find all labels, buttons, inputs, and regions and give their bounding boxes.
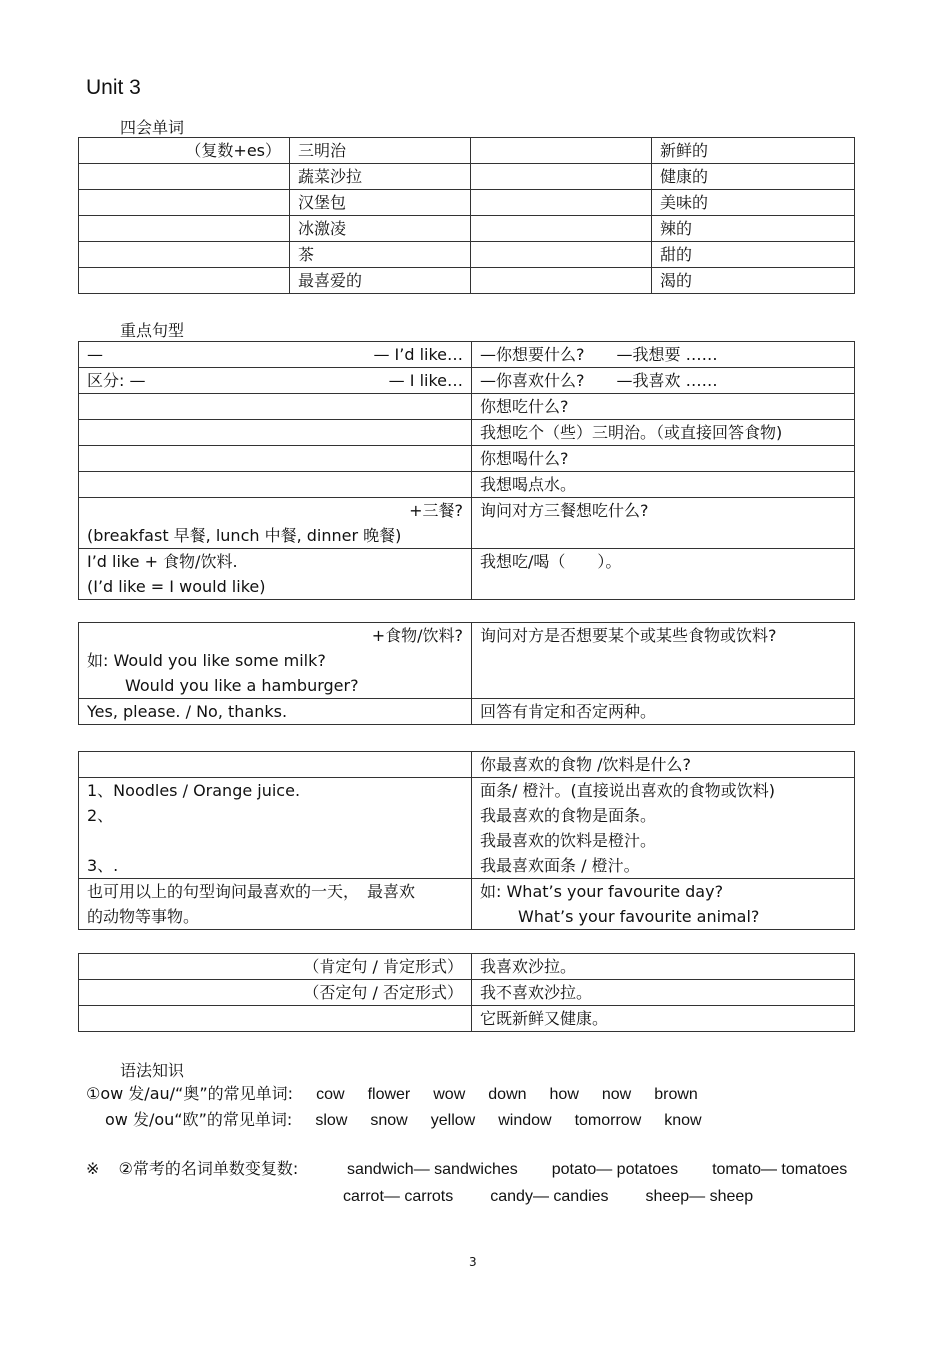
plural-pair: candy— candies — [490, 1188, 609, 1205]
table-cell — [79, 268, 290, 294]
table-cell: —你想要什么? —我想要 …… — [472, 342, 855, 368]
grammar-line-2 — [105, 1108, 702, 1132]
table-cell — [79, 623, 472, 699]
table-cell: 我想喝点水。 — [472, 472, 855, 498]
table-cell: 我不喜欢沙拉。 — [472, 980, 855, 1006]
table-cell: 辣的 — [652, 216, 855, 242]
vocab-word: yellow — [430, 1112, 476, 1129]
table-row — [79, 778, 855, 879]
table-row — [79, 446, 855, 472]
table-cell — [79, 446, 472, 472]
table-cell: （肯定句 / 肯定形式） — [79, 954, 472, 980]
answer-3: 3、. — [87, 856, 119, 875]
vocab-word: slow — [315, 1112, 348, 1129]
vocab-word: now — [601, 1086, 632, 1103]
grammar-heading: 语法知识 — [120, 1061, 185, 1080]
grammar-label-3: ②常考的名词单数变复数: — [118, 1159, 299, 1178]
table-row — [79, 498, 855, 549]
plural-pair: sheep— sheep — [645, 1188, 754, 1205]
vocab-table — [78, 137, 855, 294]
vocab-word: cow — [316, 1086, 345, 1103]
table-row — [79, 472, 855, 498]
table-row — [79, 242, 855, 268]
vocab-word: how — [549, 1086, 579, 1103]
table-cell — [79, 472, 472, 498]
vocab-word: know — [664, 1112, 702, 1129]
note-line-1: 也可用以上的句型询问最喜欢的一天， 最喜欢 — [87, 882, 416, 901]
table-cell — [79, 190, 290, 216]
plural-pair: tomato— tomatoes — [712, 1161, 848, 1178]
table-cell — [79, 342, 472, 368]
sentence-table-2 — [78, 622, 855, 725]
table-cell: 美味的 — [652, 190, 855, 216]
table-cell — [472, 778, 855, 879]
table-cell: 健康的 — [652, 164, 855, 190]
table-cell: 你想喝什么? — [472, 446, 855, 472]
table-cell: 回答有肯定和否定两种。 — [472, 699, 855, 725]
table-cell: 渴的 — [652, 268, 855, 294]
plural-pair: sandwich— sandwiches — [347, 1161, 518, 1178]
table-cell — [471, 138, 652, 164]
vocab-word: tomorrow — [574, 1112, 642, 1129]
note-line-2: 的动物等事物。 — [87, 907, 200, 926]
table-cell — [471, 164, 652, 190]
dash-mark: — — [87, 345, 103, 364]
vocab-word: snow — [370, 1112, 408, 1129]
table-cell: 它既新鲜又健康。 — [472, 1006, 855, 1032]
pattern-text: — I’d like… — [373, 345, 463, 364]
sentence-table-1 — [78, 341, 855, 600]
table-cell: Yes, please. / No, thanks. — [79, 699, 472, 725]
table-cell — [79, 368, 472, 394]
table-cell: 甜的 — [652, 242, 855, 268]
table-cell — [471, 216, 652, 242]
grammar-line-3 — [86, 1157, 298, 1181]
table-row — [79, 980, 855, 1006]
table-cell: 新鲜的 — [652, 138, 855, 164]
table-row — [79, 752, 855, 778]
sentence-table-3 — [78, 751, 855, 930]
table-row — [79, 623, 855, 699]
pattern-text: — I like… — [388, 371, 463, 390]
table-cell: 我喜欢沙拉。 — [472, 954, 855, 980]
table-row — [79, 394, 855, 420]
vocab-heading: 四会单词 — [120, 118, 185, 137]
grammar-label-1: ①ow 发/au/“奥”的常见单词: — [86, 1084, 294, 1103]
table-cell — [79, 164, 290, 190]
meal-question: +三餐? — [409, 501, 463, 520]
answer-2: 2、 — [87, 806, 114, 825]
plural-pairs-2 — [343, 1184, 753, 1208]
answer-1: 1、Noodles / Orange juice. — [87, 781, 301, 800]
answer-blank — [87, 828, 463, 853]
table-cell — [79, 879, 472, 930]
table-cell — [79, 498, 472, 549]
table-cell: 你最喜欢的食物 /饮料是什么? — [472, 752, 855, 778]
table-row — [79, 138, 855, 164]
table-cell — [79, 242, 290, 268]
meal-note: (breakfast 早餐, lunch 中餐, dinner 晚餐) — [87, 526, 402, 545]
table-cell: 茶 — [290, 242, 471, 268]
table-cell — [79, 549, 472, 600]
example-line-1: 如: What’s your favourite day? — [480, 882, 724, 901]
example-line-2: What’s your favourite animal? — [518, 907, 760, 926]
sentence-table-4 — [78, 953, 855, 1032]
table-cell: （否定句 / 否定形式） — [79, 980, 472, 1006]
example-2: Would you like a hamburger? — [125, 676, 359, 695]
vocab-word: brown — [654, 1086, 698, 1103]
answer-note: (I’d like = I would like) — [87, 577, 266, 596]
table-cell: 询问对方三餐想吃什么? — [472, 498, 855, 549]
distinguish-label: 区分: — — [87, 371, 146, 390]
table-row — [79, 699, 855, 725]
grammar-label-2: ow 发/ou“欧”的常见单词: — [105, 1110, 293, 1129]
table-row — [79, 216, 855, 242]
table-row — [79, 1006, 855, 1032]
table-cell: 你想吃什么? — [472, 394, 855, 420]
table-row — [79, 190, 855, 216]
vocab-word: window — [498, 1112, 552, 1129]
vocab-word: wow — [433, 1086, 466, 1103]
meaning-4: 我最喜欢面条 / 橙汁。 — [480, 856, 640, 875]
table-cell — [79, 394, 472, 420]
grammar-line-1 — [86, 1082, 698, 1106]
table-cell: 三明治 — [290, 138, 471, 164]
table-cell — [471, 268, 652, 294]
table-cell — [471, 242, 652, 268]
answer-pattern: I’d like + 食物/饮料. — [87, 552, 238, 571]
table-cell — [79, 1006, 472, 1032]
table-row — [79, 954, 855, 980]
vocab-word: flower — [367, 1086, 411, 1103]
meaning-1: 面条/ 橙汁。(直接说出喜欢的食物或饮料) — [480, 781, 775, 800]
table-cell — [472, 879, 855, 930]
table-cell: 汉堡包 — [290, 190, 471, 216]
would-you-like-pattern: +食物/饮料? — [371, 626, 463, 645]
table-cell: （复数+es） — [79, 138, 290, 164]
table-cell: 我想吃个（些）三明治。（或直接回答食物) — [472, 420, 855, 446]
table-row — [79, 420, 855, 446]
meaning-3: 我最喜欢的饮料是橙汁。 — [480, 831, 657, 850]
table-row — [79, 368, 855, 394]
page-number: 3 — [469, 1255, 477, 1269]
table-row — [79, 879, 855, 930]
table-cell — [471, 190, 652, 216]
sentences-heading: 重点句型 — [120, 321, 185, 340]
page-title: Unit 3 — [86, 76, 141, 99]
word-list — [315, 1110, 701, 1129]
table-cell — [79, 216, 290, 242]
plural-pair: carrot— carrots — [343, 1188, 454, 1205]
table-cell: 蔬菜沙拉 — [290, 164, 471, 190]
table-cell: —你喜欢什么? —我喜欢 …… — [472, 368, 855, 394]
plural-pair: potato— potatoes — [551, 1161, 679, 1178]
meaning-2: 我最喜欢的食物是面条。 — [480, 806, 657, 825]
table-cell — [79, 778, 472, 879]
example-1: 如: Would you like some milk? — [87, 651, 326, 670]
table-row — [79, 268, 855, 294]
table-cell: 询问对方是否想要某个或某些食物或饮料? — [472, 623, 855, 699]
word-list — [316, 1084, 698, 1103]
table-cell — [79, 420, 472, 446]
table-cell — [79, 752, 472, 778]
reference-mark: ※ — [86, 1159, 100, 1178]
table-row — [79, 164, 855, 190]
table-cell: 我想吃/喝（ ）。 — [472, 549, 855, 600]
plural-pairs-1 — [347, 1157, 847, 1181]
table-row — [79, 549, 855, 600]
table-row — [79, 342, 855, 368]
table-cell: 最喜爱的 — [290, 268, 471, 294]
vocab-word: down — [488, 1086, 527, 1103]
table-cell: 冰激凌 — [290, 216, 471, 242]
